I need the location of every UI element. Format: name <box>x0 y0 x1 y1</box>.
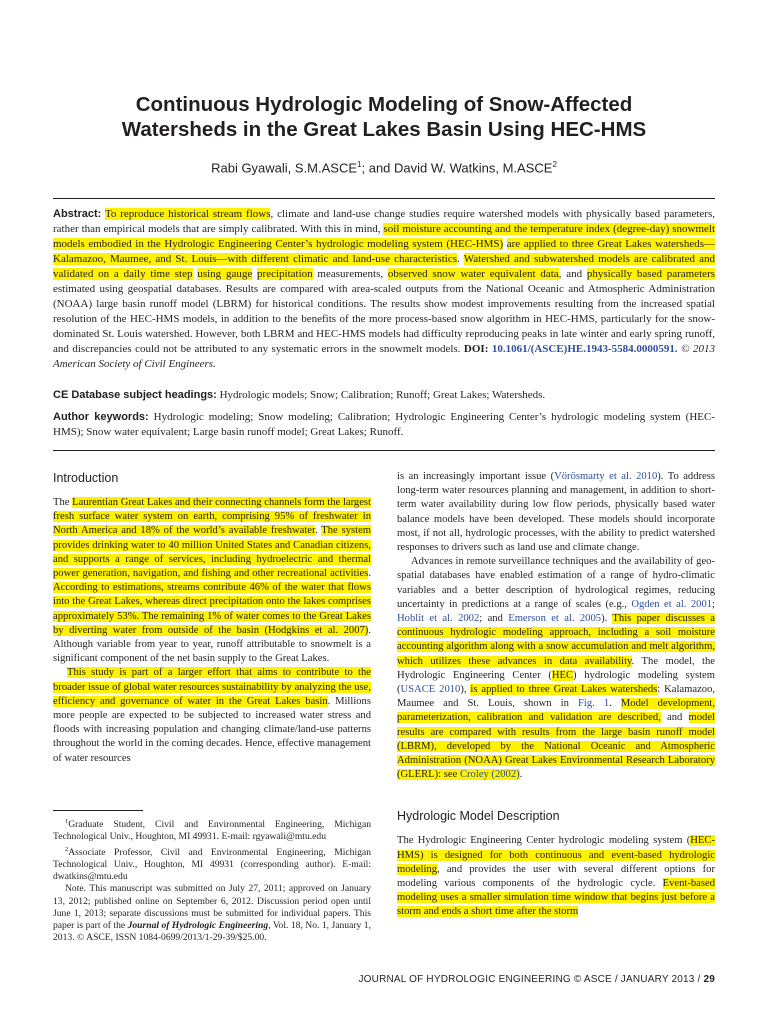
body-text: ), <box>460 684 471 696</box>
author-list <box>40 156 728 177</box>
abstract-text: estimated using geospatial databases. Results are compared with area-scaled outputs from the National Oceanic and Atmospheric Administration (NOAA) large basin runoff model (LBRM) for historical conditions. The results show modest improvements resulting from the increased spatial resolution of the HEC-HMS models, in addition to the benefits of the more process-based snow algorithm in HEC-HMS, particularly for the snow-dominated St. Louis watershed. However, both LBRM and HEC-HMS models had difficulty reproducing peaks in late winter and early spring runoff, and discrepancies could not be attributed to any systematic errors in the snowmelt models. <box>53 283 715 355</box>
footnote-mark: 2 <box>65 845 69 853</box>
body-text: ; and <box>479 613 509 625</box>
citation-link[interactable]: Emerson et al. 2005 <box>508 613 602 625</box>
highlight: are applied to three Great Lakes watersheds—Kalamazoo, Maumee, and St. Louis—with different climatic and land-use characteristics <box>53 238 715 265</box>
body-text: : Kalamazoo, Maumee and St. Louis, shown in <box>397 684 716 710</box>
right-paragraph-3 <box>397 834 715 919</box>
author-1: Rabi Gyawali, S.M.ASCE <box>211 160 358 176</box>
body-text: The Hydrologic Engineering Center hydrologic modeling system ( <box>397 835 691 847</box>
body-text: ). <box>601 613 613 625</box>
body-text: ; <box>712 598 715 610</box>
abstract-text: measurements, <box>312 268 388 280</box>
author-keywords-label: Author keywords: <box>53 411 149 423</box>
highlight: physically based parameters <box>586 268 716 280</box>
citation-link[interactable]: Hoblit et al. 2002 <box>397 613 480 625</box>
highlight: The system provides drinking water to 40 million United States and Canadian citizens, and supports a range of services, including hydroelectric and thermal power generation, navigation, and fishing and other recreational activities <box>53 525 372 580</box>
footnotes <box>53 816 371 944</box>
figure-link[interactable]: Fig. 1 <box>578 698 610 710</box>
note-text: , Vol. 18, No. 1, January 1, 2013. © ASCE, ISSN 1084-0699/2013/1-29-39/$25.00. <box>53 920 371 944</box>
highlight: is applied to three Great Lakes watersheds <box>470 684 658 696</box>
subject-headings-label: CE Database subject headings: <box>53 389 217 401</box>
body-text: ). To address long-term water resources planning and management, in addition to short-term water availability during low flow periods, physically based water balance models have been developed. These models should incorporate most, if not all, hydrologic processes, with the ability to predict watershed responses to drivers such as land use and climate change. <box>397 471 715 554</box>
intro-paragraph-2 <box>53 666 371 765</box>
intro-text: . <box>368 568 371 580</box>
body-text: . <box>609 698 621 710</box>
citation-link[interactable]: Vörösmarty et al. 2010 <box>554 471 658 482</box>
header-rule <box>53 198 715 199</box>
footnote-mark: 1 <box>65 818 69 825</box>
highlight: This paper discusses a continuous hydrologic modeling approach, including a soil moisture accounting algorithm along with a snow accumulation and melt algorithm, which utilizes these advances in data availability <box>397 613 715 667</box>
abstract <box>53 207 715 372</box>
highlight: According to estimations, streams contribute 46% of the water that flows into the Great Lakes, whereas direct precipitation onto the lakes comprises approximately 53%. The remaining 1% of water comes to the Great Lakes by diverting water from outside of the basin (Hodgkins et al. 2007) <box>53 582 371 636</box>
subject-headings-text: Hydrologic models; Snow; Calibration; Runoff; Great Lakes; Watersheds. <box>216 389 546 401</box>
highlight: Model development, parameterization, calibration and validation are described, <box>397 698 715 724</box>
intro-text: The <box>53 497 73 508</box>
footnote-1 <box>53 816 371 844</box>
page-number: 29 <box>703 974 715 985</box>
doi-link[interactable]: 10.1061/(ASCE)HE.1943-5584.0000591. <box>491 343 678 355</box>
citation-link[interactable]: Ogden et al. 2001 <box>631 598 713 610</box>
highlight: This study is part of a larger effort that aims to contribute to the broader issue of global water resources sustainability by analyzing the use, efficiency and governance of water in the Great Lakes basin <box>53 667 371 707</box>
body-text: Advances in remote surveillance techniques and the availability of geo-spatial databases have enabled estimation of a range of hydro-climatic variables and a better description of hydrological regimes, reducing uncertainty in predictions at a range of scales (e.g., <box>397 556 715 610</box>
abstract-text: . <box>457 253 464 265</box>
body-text: ) hydrologic modeling system ( <box>397 669 715 696</box>
section-heading-introduction: Introduction <box>53 471 119 485</box>
intro-text: . Millions more people are expected to be subjected to increased water stress and floods with increasing population and changing climate/land-use patterns throughout the world in the coming decades. Hence, effective management of water resources <box>53 695 371 764</box>
page-footer <box>53 974 715 985</box>
highlight: HEC-HMS) is designed for both continuous and event-based hydrologic modeling <box>397 835 715 875</box>
journal-name: Journal of Hydrologic Engineering <box>127 920 269 931</box>
intro-text: . Although variable from year to year, runoff attributable to snowmelt is a significant component of the net basin supply to the Great Lakes. <box>53 624 371 665</box>
highlight: model results are compared with results from the large basin runoff model (LBRM), developed by the National Oceanic and Atmospheric Administration (NOAA) Great Lakes Environmental Research Laboratory (GLERL): see <box>397 712 715 781</box>
submission-note <box>53 883 371 944</box>
left-column <box>53 470 371 766</box>
author-1-affiliation-mark: 1 <box>357 160 362 169</box>
title-line-1: Continuous Hydrologic Modeling of Snow-Affected <box>135 93 633 116</box>
copyright: © 2013 American Society of Civil Engineers. <box>53 343 716 370</box>
paper-title <box>40 92 728 142</box>
right-paragraph-2 <box>397 555 715 782</box>
body-text: . The model, the Hydrologic Engineering Center ( <box>397 655 715 681</box>
highlight: To reproduce historical stream flows <box>104 208 271 220</box>
highlight: HEC <box>551 669 574 681</box>
subject-headings <box>53 388 715 403</box>
section-heading-hydrologic-model-description: Hydrologic Model Description <box>397 809 560 824</box>
highlight: soil moisture accounting and the temperature index (degree-day) snowmelt models embodied in the Hydrologic Engineering Center’s hydrologic modeling system (HEC-HMS) <box>53 223 715 250</box>
right-paragraph-1 <box>397 470 715 555</box>
footnote-text: Graduate Student, Civil and Environmental Engineering, Michigan Technological Univ., Houghton, MI 49931. E-mail: rgyawali@mtu.edu <box>53 819 371 843</box>
author-keywords <box>53 410 715 440</box>
note-text: Note. This manuscript was submitted on July 27, 2011; approved on January 13, 2012; published online on September 6, 2012. Discussion period open until June 1, 2013; separate discussions must be submitted for individual papers. This paper is part of the <box>53 883 371 931</box>
intro-paragraph-1 <box>53 496 371 666</box>
abstract-text: , climate and land-use change studies require watershed models with physically based parameters, rather than empirical models that are simply calibrated. With this in mind, <box>53 208 715 235</box>
highlight: Event-based modeling uses a smaller simulation time window that begins just before a storm and ends a short time after the storm <box>397 878 715 918</box>
citation-link[interactable]: USACE 2010 <box>400 684 461 696</box>
title-line-2: Watersheds in the Great Lakes Basin Using HEC-HMS <box>121 118 647 141</box>
author-keywords-text: Hydrologic modeling; Snow modeling; Calibration; Hydrologic Engineering Center’s hydrologic modeling system (HEC-HMS); Snow water equivalent; Large basin runoff model; Great Lakes; Runoff. <box>53 411 715 438</box>
body-text: is an increasingly important issue ( <box>397 471 555 482</box>
body-text: and <box>660 712 689 724</box>
highlight: Watershed and subwatershed models are calibrated and validated on a daily time step <box>53 253 715 280</box>
abstract-label: Abstract: <box>53 208 102 220</box>
highlight: Laurentian Great Lakes and their connecting channels form the largest fresh surface water system on earth, comprising 95% of freshwater in North America and 18% of the world’s available freshwater <box>53 497 371 537</box>
highlight: observed snow water equivalent data <box>387 268 559 280</box>
author-2: ; and David W. Watkins, M.ASCE <box>361 160 553 176</box>
body-text: , and provides the user with several different options for modeling various components of the hydrologic cycle. <box>397 863 715 890</box>
author-2-affiliation-mark: 2 <box>552 160 557 169</box>
citation-link[interactable]: Croley (2002) <box>459 769 520 781</box>
right-column <box>397 470 715 920</box>
body-text: . <box>519 769 523 781</box>
abstract-rule <box>53 450 715 451</box>
highlight: using gauge <box>197 268 253 280</box>
footnote-text: Associate Professor, Civil and Environmental Engineering, Michigan Technological Univ., Houghton, MI 49931 (corresponding author). E-mail: dwatkins@mtu.edu <box>53 846 371 883</box>
doi-label: DOI: <box>463 343 489 355</box>
footer-journal: JOURNAL OF HYDROLOGIC ENGINEERING © ASCE / JANUARY 2013 / <box>358 974 704 985</box>
footnote-2 <box>53 844 371 884</box>
abstract-text: , and <box>558 268 587 280</box>
footnote-rule <box>53 810 143 811</box>
highlight: precipitation <box>257 268 313 280</box>
intro-text: . <box>314 525 322 537</box>
